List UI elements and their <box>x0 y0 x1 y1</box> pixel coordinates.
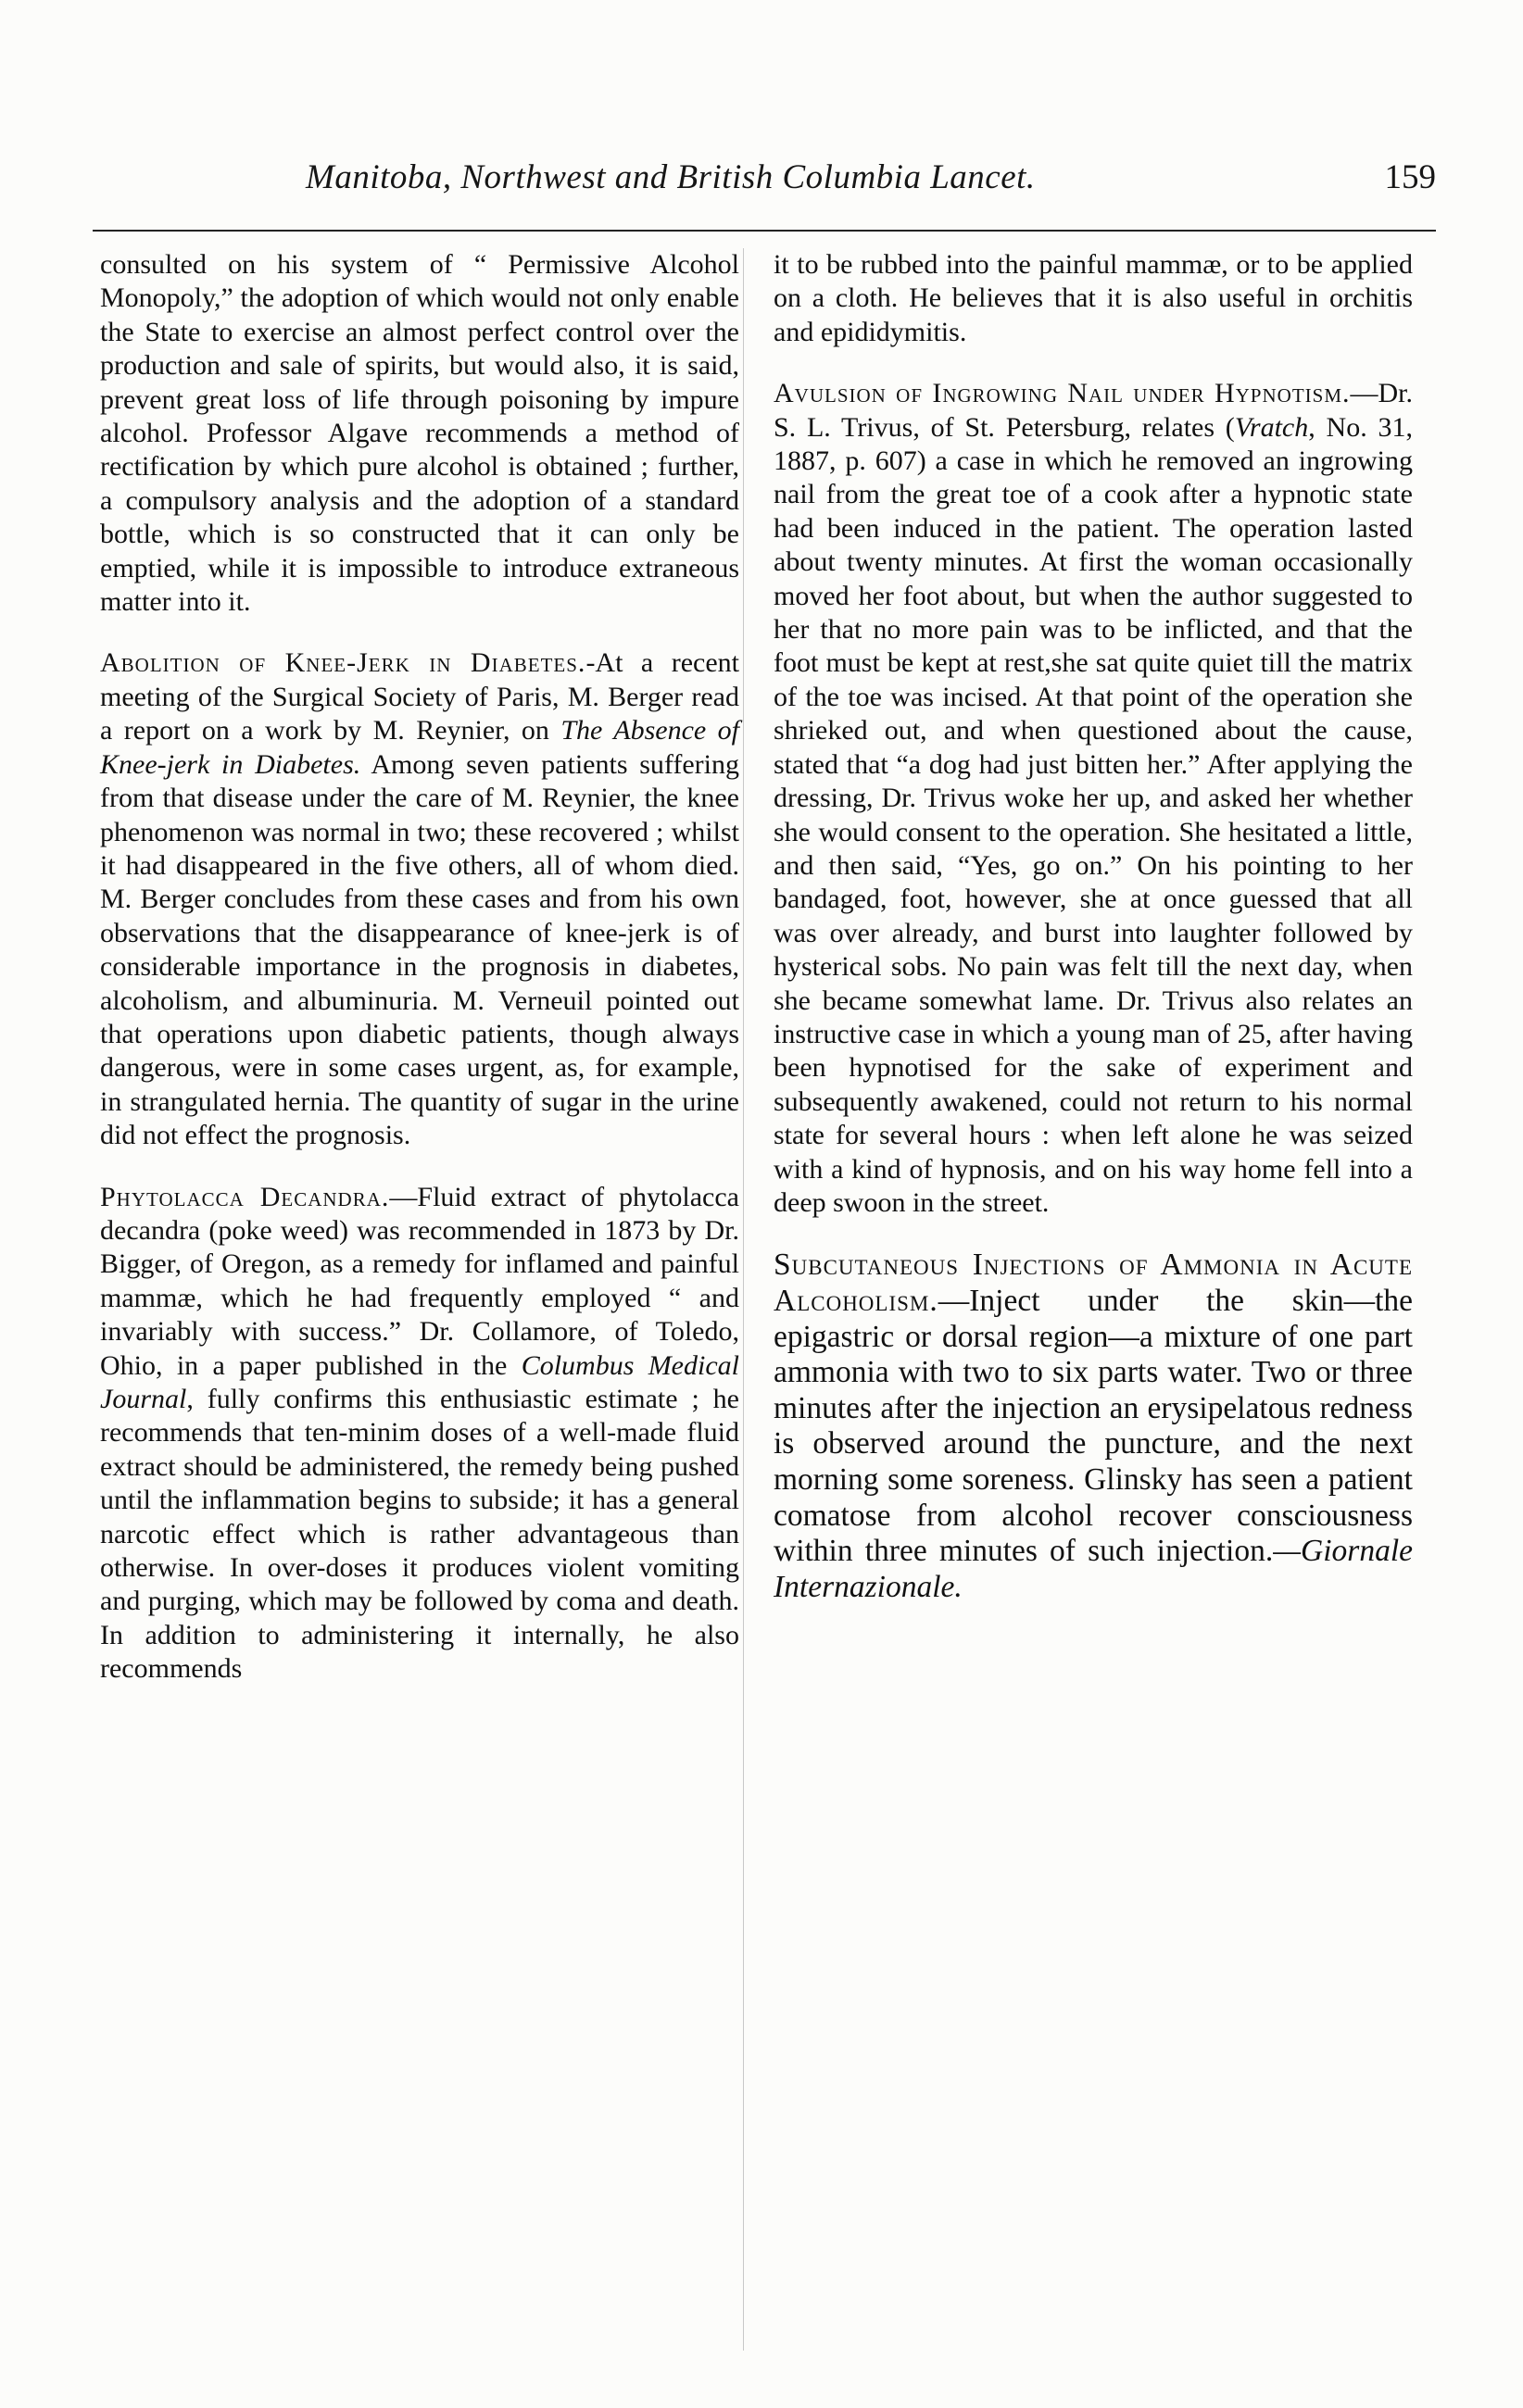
knee-jerk-body-b: Among seven patients suffering from that disease under the care of M. Reynier, the knee phenomenon was normal in two; these recovered ; whilst it had disappeared in the five others, all of whom died. M. Berger concludes from these cases and from his own observations that the disappearance of knee-jerk is of considerable importance in the prognosis in diabetes, alcoholism, and albuminuria. M. Verneuil pointed out that operations upon diabetic patients, though always dangerous, were in some cases urgent, as, for example, in strangulated hernia. The quantity of sugar in the urine did not effect the prognosis. <box>100 748 740 1151</box>
ammonia-body: —Inject under the skin—the epigastric or dorsal region—a mixture of one part ammonia with two to six parts water. Two or three minutes after the injection an erysipelatous redness is observed around the puncture, and the next morning some soreness. Glinsky has seen a patient comatose from alcohol recover consciousness within three minutes of such injection. <box>774 1283 1413 1569</box>
right-paragraph-1: it to be rubbed into the painful mammæ, or to be applied on a cloth. He believes that it is also useful in orchitis and epididymitis. <box>774 249 1413 347</box>
avulsion-body-b: , No. 31, 1887, p. 607) a case in which he removed an ingrowing nail from the great toe of a cook after a hypnotic state had been induced in the patient. The operation lasted about twenty minutes. At first the woman occasionally moved her foot about, but when the author suggested to her that no more pain was to be inflicted, and that the foot must be kept at rest,she sat quite quiet till the matrix of the toe was incised. At that point of the operation she shrieked out, and when questioned about the cause, stated that “a dog had just bitten her.” After applying the dressing, Dr. Trivus woke her up, and asked her whether she would consent to the operation. She hesitated a little, and then said, “Yes, go on.” On his pointing to her bandaged, foot, however, she at once guessed that all was over already, and burst into laughter followed by hysterical sobs. No pain was felt till the next day, when she became somewhat lame. Dr. Trivus also relates an instructive case in which a young man of 25, after having been hypnotised for the sake of experiment and subsequently awakened, could not return to his normal state for several hours : when left alone he was seized with a kind of hypnosis, and on his way home fell into a deep swoon in the street. <box>774 411 1413 1218</box>
phytolacca-section <box>100 1181 739 1687</box>
column-divider <box>743 248 744 2351</box>
ammonia-section <box>774 1248 1413 1605</box>
avulsion-body-a: —Dr. S. L. Trivus, of St. Petersburg, relates ( <box>774 378 1413 443</box>
avulsion-journal: Vratch <box>1234 411 1309 443</box>
ammonia-source: —Giornale Internazionale. <box>774 1534 1413 1604</box>
phytolacca-body-b: , fully confirms this enthusiastic estimate ; he recommends that ten-minim doses of a well-made fluid extract should be administered, the remedy being pushed until the inflammation begins to subside; it has a general narcotic effect which is rather advantageous than otherwise. In over-doses it produces violent vomiting and purging, which may be followed by coma and death. In addition to administering it internally, he also recommends <box>100 1384 739 1685</box>
running-head <box>93 157 1436 213</box>
avulsion-section <box>774 377 1413 1220</box>
running-title: Manitoba, Northwest and British Columbia Lancet. <box>306 158 1036 196</box>
knee-jerk-heading: Abolition of Knee-Jerk in Diabetes. <box>100 647 586 679</box>
header-rule <box>93 230 1436 232</box>
phytolacca-heading: Phytolacca Decandra. <box>100 1181 390 1212</box>
knee-jerk-section <box>100 646 739 1152</box>
left-paragraph-1: consulted on his system of “ Permissive Alcohol Monopoly,” the adoption of which would not only enable the State to exercise an almost perfect control over the production and sale of spirits, but would also, it is said, prevent great loss of life through poisoning by impure alcohol. Professor Algave recommends a method of rectification by which pure alcohol is obtained ; further, a compulsory analysis and the adoption of a standard bottle, which is so constructed that it can only be emptied, while it is impossible to introduce extraneous matter into it. <box>100 249 739 618</box>
avulsion-heading: Avulsion of Ingrowing Nail under Hypnotism. <box>774 378 1351 409</box>
right-column <box>774 248 1413 1605</box>
phytolacca-journal: Columbus Medical Journal <box>100 1349 739 1414</box>
page-number: 159 <box>1384 158 1436 196</box>
ammonia-heading: Subcutaneous Injections of Ammonia in Acute Alcoholism. <box>774 1248 1413 1318</box>
left-column <box>100 248 739 1687</box>
phytolacca-body-a: —Fluid extract of phytolacca decandra (poke weed) was recommended in 1873 by Dr. Bigger, of Oregon, as a remedy for inflamed and painful mammæ, which he had frequently employed “ and invariably with success.” Dr. Collamore, of Toledo, Ohio, in a paper published in the <box>100 1181 739 1381</box>
knee-jerk-work-title: The Absence of Knee-jerk in Diabetes. <box>100 715 739 780</box>
knee-jerk-body-a: -At a recent meeting of the Surgical Society of Paris, M. Berger read a report on a work by M. Reynier, on <box>100 647 739 746</box>
